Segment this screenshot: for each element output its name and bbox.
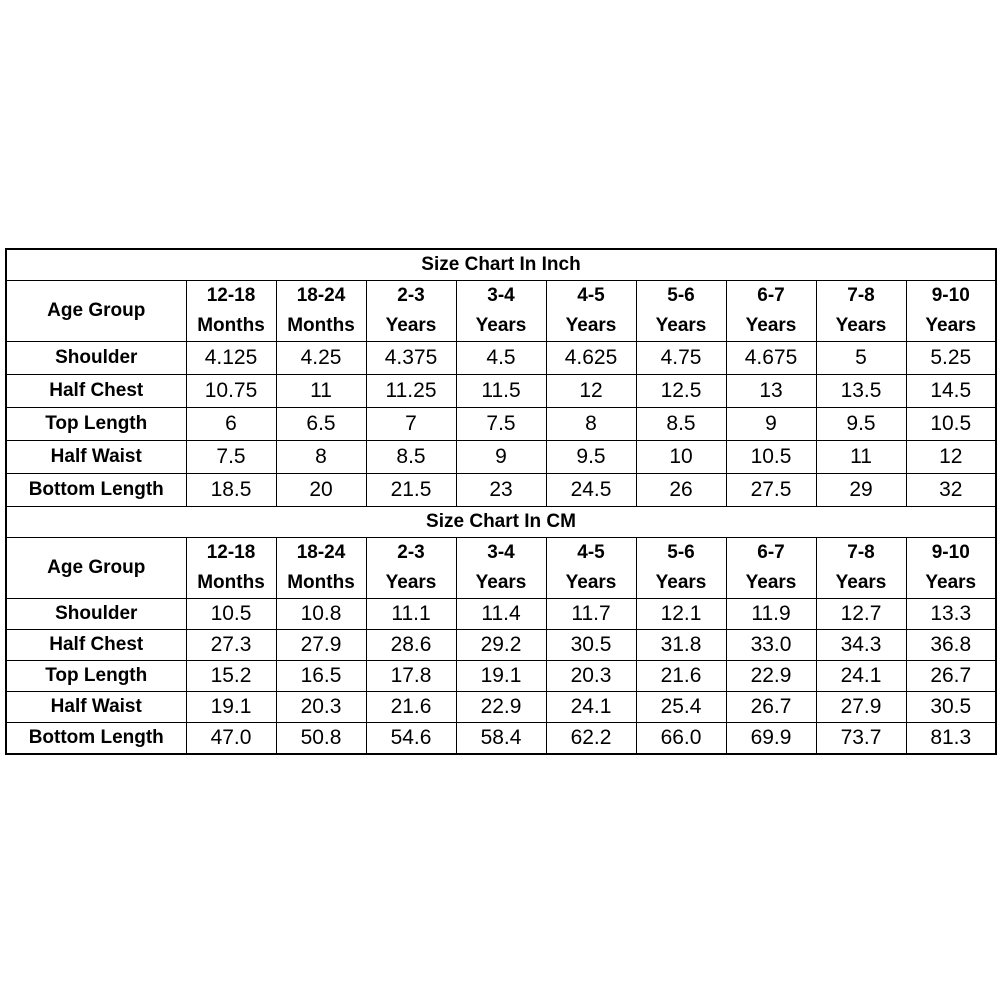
measurement-value: 20 [276, 474, 366, 507]
measurement-value: 17.8 [366, 661, 456, 692]
measurement-value: 12 [546, 375, 636, 408]
age-range-label: 3-4 [487, 542, 515, 563]
age-unit-label: Years [475, 315, 527, 336]
age-group-column-header [726, 281, 816, 342]
measurement-value: 6.5 [276, 408, 366, 441]
measurement-value: 11 [816, 441, 906, 474]
table-row [6, 723, 996, 755]
measurement-value: 32 [906, 474, 996, 507]
age-group-column-header [546, 538, 636, 599]
measurement-value: 10.5 [906, 408, 996, 441]
measurement-value: 26.7 [906, 661, 996, 692]
age-unit-label: Months [197, 572, 265, 593]
measurement-value: 10.5 [726, 441, 816, 474]
measurement-value: 4.125 [186, 342, 276, 375]
measurement-value: 30.5 [546, 630, 636, 661]
measurement-value: 6 [186, 408, 276, 441]
age-unit-label: Years [745, 315, 797, 336]
measurement-value: 11.9 [726, 599, 816, 630]
measurement-value: 54.6 [366, 723, 456, 755]
age-unit-label: Years [385, 572, 437, 593]
table-row [6, 599, 996, 630]
cm-header-row [6, 538, 996, 599]
measurement-value: 4.625 [546, 342, 636, 375]
measurement-value: 24.1 [546, 692, 636, 723]
size-chart-table [5, 248, 997, 755]
measurement-label: Top Length [6, 408, 186, 441]
measurement-value: 24.5 [546, 474, 636, 507]
measurement-value: 66.0 [636, 723, 726, 755]
table-row [6, 375, 996, 408]
measurement-value: 5 [816, 342, 906, 375]
inch-section-title: Size Chart In Inch [6, 249, 996, 281]
measurement-value: 27.5 [726, 474, 816, 507]
measurement-value: 13.3 [906, 599, 996, 630]
measurement-value: 11 [276, 375, 366, 408]
measurement-value: 13.5 [816, 375, 906, 408]
table-row [6, 630, 996, 661]
age-unit-label: Years [655, 572, 707, 593]
measurement-value: 4.675 [726, 342, 816, 375]
measurement-value: 73.7 [816, 723, 906, 755]
measurement-value: 13 [726, 375, 816, 408]
measurement-value: 23 [456, 474, 546, 507]
age-group-header: Age Group [6, 281, 186, 342]
age-range-label: 2-3 [397, 542, 425, 563]
measurement-value: 36.8 [906, 630, 996, 661]
age-group-column-header [276, 281, 366, 342]
measurement-value: 14.5 [906, 375, 996, 408]
measurement-label: Shoulder [6, 599, 186, 630]
inch-header-row [6, 281, 996, 342]
cm-section-title: Size Chart In CM [6, 507, 996, 538]
measurement-label: Shoulder [6, 342, 186, 375]
age-range-label: 12-18 [206, 542, 256, 563]
measurement-value: 31.8 [636, 630, 726, 661]
age-group-column-header [456, 538, 546, 599]
measurement-value: 8.5 [636, 408, 726, 441]
measurement-value: 11.1 [366, 599, 456, 630]
age-unit-label: Months [287, 315, 355, 336]
age-range-label: 4-5 [577, 542, 605, 563]
age-unit-label: Years [565, 572, 617, 593]
table-row [6, 408, 996, 441]
measurement-value: 22.9 [456, 692, 546, 723]
age-group-column-header [186, 281, 276, 342]
age-group-column-header [276, 538, 366, 599]
measurement-value: 12 [906, 441, 996, 474]
measurement-value: 8 [546, 408, 636, 441]
age-range-label: 4-5 [577, 285, 605, 306]
measurement-label: Bottom Length [6, 474, 186, 507]
age-range-label: 18-24 [296, 542, 346, 563]
age-unit-label: Years [835, 315, 887, 336]
measurement-label: Half Waist [6, 692, 186, 723]
age-group-column-header [906, 281, 996, 342]
measurement-value: 10.8 [276, 599, 366, 630]
age-range-label: 12-18 [206, 285, 256, 306]
measurement-value: 19.1 [186, 692, 276, 723]
age-unit-label: Years [475, 572, 527, 593]
measurement-label: Half Chest [6, 630, 186, 661]
measurement-value: 11.5 [456, 375, 546, 408]
measurement-value: 8 [276, 441, 366, 474]
measurement-value: 5.25 [906, 342, 996, 375]
age-unit-label: Months [197, 315, 265, 336]
age-range-label: 5-6 [667, 285, 695, 306]
measurement-value: 29.2 [456, 630, 546, 661]
age-range-label: 6-7 [757, 542, 785, 563]
measurement-value: 24.1 [816, 661, 906, 692]
measurement-value: 12.5 [636, 375, 726, 408]
measurement-value: 11.7 [546, 599, 636, 630]
measurement-value: 9 [726, 408, 816, 441]
age-range-label: 7-8 [847, 542, 875, 563]
age-group-column-header [906, 538, 996, 599]
measurement-value: 16.5 [276, 661, 366, 692]
measurement-value: 21.6 [366, 692, 456, 723]
table-row [6, 441, 996, 474]
measurement-value: 11.25 [366, 375, 456, 408]
age-range-label: 18-24 [296, 285, 346, 306]
measurement-value: 12.7 [816, 599, 906, 630]
measurement-value: 18.5 [186, 474, 276, 507]
age-group-column-header [366, 281, 456, 342]
age-group-column-header [636, 538, 726, 599]
age-unit-label: Years [925, 572, 977, 593]
age-group-column-header [726, 538, 816, 599]
age-group-column-header [366, 538, 456, 599]
measurement-value: 4.25 [276, 342, 366, 375]
measurement-value: 26.7 [726, 692, 816, 723]
measurement-value: 4.5 [456, 342, 546, 375]
age-group-column-header [816, 538, 906, 599]
age-range-label: 9-10 [931, 542, 970, 563]
measurement-value: 4.75 [636, 342, 726, 375]
age-group-header: Age Group [6, 538, 186, 599]
measurement-value: 7.5 [456, 408, 546, 441]
measurement-value: 62.2 [546, 723, 636, 755]
table-row [6, 692, 996, 723]
measurement-value: 7 [366, 408, 456, 441]
age-unit-label: Years [745, 572, 797, 593]
cm-section [6, 507, 996, 755]
age-range-label: 2-3 [397, 285, 425, 306]
measurement-value: 21.5 [366, 474, 456, 507]
measurement-value: 9 [456, 441, 546, 474]
measurement-label: Top Length [6, 661, 186, 692]
measurement-value: 20.3 [546, 661, 636, 692]
measurement-value: 22.9 [726, 661, 816, 692]
age-group-column-header [816, 281, 906, 342]
measurement-value: 10.75 [186, 375, 276, 408]
measurement-value: 50.8 [276, 723, 366, 755]
table-row [6, 474, 996, 507]
age-range-label: 5-6 [667, 542, 695, 563]
measurement-value: 27.9 [816, 692, 906, 723]
measurement-label: Half Waist [6, 441, 186, 474]
cm-title-row [6, 507, 996, 538]
measurement-value: 27.9 [276, 630, 366, 661]
measurement-value: 11.4 [456, 599, 546, 630]
inch-title-row [6, 249, 996, 281]
measurement-value: 29 [816, 474, 906, 507]
age-unit-label: Years [835, 572, 887, 593]
measurement-value: 81.3 [906, 723, 996, 755]
measurement-value: 47.0 [186, 723, 276, 755]
measurement-value: 10 [636, 441, 726, 474]
age-unit-label: Years [565, 315, 617, 336]
measurement-value: 69.9 [726, 723, 816, 755]
inch-section [6, 249, 996, 507]
measurement-label: Bottom Length [6, 723, 186, 755]
measurement-value: 58.4 [456, 723, 546, 755]
measurement-value: 8.5 [366, 441, 456, 474]
measurement-value: 9.5 [546, 441, 636, 474]
measurement-value: 21.6 [636, 661, 726, 692]
age-group-column-header [456, 281, 546, 342]
measurement-value: 10.5 [186, 599, 276, 630]
measurement-value: 15.2 [186, 661, 276, 692]
measurement-value: 25.4 [636, 692, 726, 723]
age-range-label: 9-10 [931, 285, 970, 306]
age-unit-label: Years [925, 315, 977, 336]
measurement-value: 34.3 [816, 630, 906, 661]
measurement-value: 33.0 [726, 630, 816, 661]
age-range-label: 3-4 [487, 285, 515, 306]
age-group-column-header [546, 281, 636, 342]
measurement-value: 7.5 [186, 441, 276, 474]
measurement-value: 28.6 [366, 630, 456, 661]
age-unit-label: Years [385, 315, 437, 336]
measurement-label: Half Chest [6, 375, 186, 408]
measurement-value: 26 [636, 474, 726, 507]
age-group-column-header [186, 538, 276, 599]
age-unit-label: Years [655, 315, 707, 336]
measurement-value: 30.5 [906, 692, 996, 723]
measurement-value: 4.375 [366, 342, 456, 375]
measurement-value: 9.5 [816, 408, 906, 441]
table-row [6, 661, 996, 692]
measurement-value: 12.1 [636, 599, 726, 630]
age-group-column-header [636, 281, 726, 342]
table-row [6, 342, 996, 375]
age-range-label: 6-7 [757, 285, 785, 306]
age-range-label: 7-8 [847, 285, 875, 306]
measurement-value: 19.1 [456, 661, 546, 692]
age-unit-label: Months [287, 572, 355, 593]
measurement-value: 27.3 [186, 630, 276, 661]
measurement-value: 20.3 [276, 692, 366, 723]
